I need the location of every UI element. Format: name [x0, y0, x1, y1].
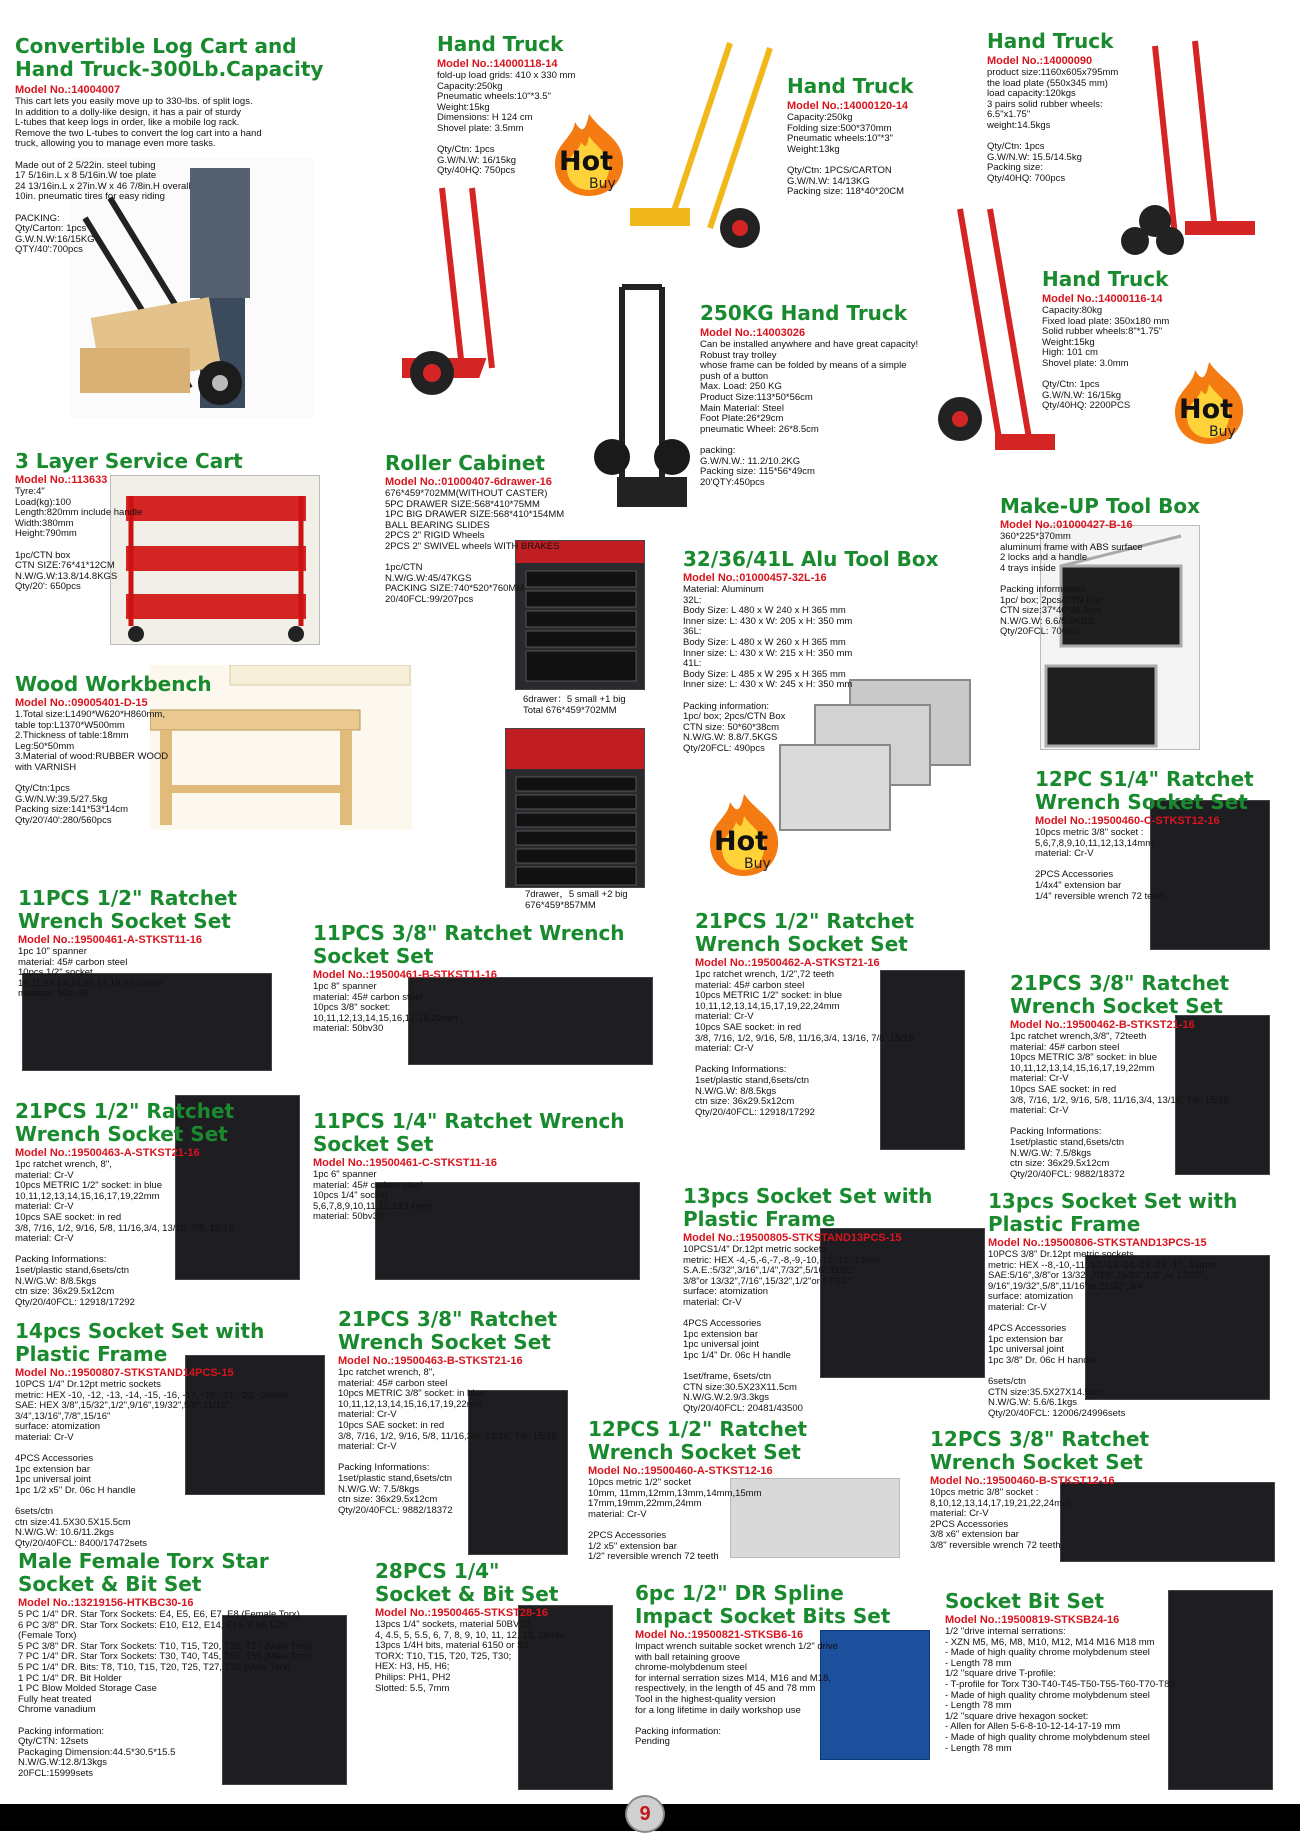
product-specs: 5 PC 1/4" DR. Star Torx Sockets: E4, E5, E6, E7, E8 (Female Torx) 6 PC 3/8" DR. Star Torx Sockets: E10, E12, E14, E16, E18, E20 (Female Torx) 5 PC 3/8" DR. Star Torx Sockets: T10, T15, T20, T25, T27 (Male Torx) 7 PC 1/4" DR. Star Torx Sockets: T30, T40, T45, T50, T55 (Male Torx) 5 PC 1/4" DR. Bits: T8, T10, T15, T20, T25, T27, T30 (Male Torx) 1 PC 1/4" DR. Bit Holder 1 PC Blow Molded Storage Case Fully heat treated Chrome vanadium Packing information: Qty/CTN: 12sets Packaging Dimension:44.5*30.5*15.5 N.W/G.W:12.8/13kgs 20FCL:15999sets: [18, 1609, 312, 1779]
model-number: Model No.:19500805-STKSTAND13PCS-15: [683, 1232, 902, 1244]
product-specs: 1pc 8" spanner material: 45# carbon steel 10pcs 3/8" socket: 10,11,12,13,14,15,16,17,19,22mm material: 50bv30: [313, 981, 458, 1035]
product-title: 12PCS 1/2" Ratchet Wrench Socket Set: [588, 1417, 808, 1464]
model-number: Model No.:19500463-A-STKST21-16: [15, 1147, 200, 1159]
product-socket-bit-set-24: [945, 1590, 1180, 1754]
model-number: Model No.:19500460-B-STKST12-16: [930, 1475, 1115, 1487]
product-title: 3 Layer Service Cart: [15, 449, 243, 473]
product-title: 12PCS 3/8" Ratchet Wrench Socket Set: [930, 1427, 1150, 1474]
product-title: 13pcs Socket Set with Plastic Frame: [988, 1189, 1238, 1236]
product-specs: Capacity:250kg Folding size:500*370mm Pneumatic wheels:10"*3" Weight:13kg Qty/Ctn: 1PCS/CARTON G.W/N.W: 14/13KG Packing size: 118*40*20CM: [787, 112, 905, 198]
model-number: Model No.:19500807-STKSTAND14PCS-15: [15, 1367, 234, 1379]
hand-truck-120-photo: [620, 38, 790, 253]
product-title: 250KG Hand Truck: [700, 301, 908, 325]
model-number: Model No.:19500819-STKSB24-16: [945, 1614, 1120, 1626]
product-title: Hand Truck: [1042, 267, 1169, 291]
product-socket-set-11pcs-3-8: [313, 922, 683, 1035]
product-specs: 10pcs metric 1/2" socket 10mm, 11mm,12mm,13mm,14mm,15mm 17mm,19mm,22mm,24mm material: Cr-V 2PCS Accessories 1/2 x5" extension bar 1/2" reversible wrench 72 teeth: [588, 1477, 762, 1563]
product-specs: fold-up load grids: 410 x 330 mm Capacity:250kg Pneumatic wheels:10"*3.5" Weight:15kg Dimensions: H 124 cm Shovel plate: 3.5mm Qty/Ctn: 1pcs G.W/N.W: 16/15kg Qty/40HQ: 750pcs: [437, 70, 576, 177]
product-specs: 13pcs 1/4" sockets, material 50BV30 4, 4.5, 5, 5.5, 6, 7, 8, 9, 10, 11, 12, 13, 14mm 13pcs 1/4H bits, material 6150 or S2 TORX: T10, T15, T20, T25, T30; HEX: H3, H5, H6; Philips: PH1, PH2 Slotted: 5.5, 7mm: [375, 1619, 565, 1694]
model-number: Model No.:19500461-B-STKST11-16: [313, 969, 498, 981]
product-specs: Capacity:80kg Fixed load plate: 350x180 mm Solid rubber wheels:8"*1.75" Weight:15kg High: 101 cm Shovel plate: 3.0mm Qty/Ctn: 1pcs G.W/N.W: 16/15kg Qty/40HQ: 2200PCS: [1042, 305, 1170, 412]
product-title: 11PCS 3/8" Ratchet Wrench Socket Set: [313, 921, 625, 968]
model-number: Model No.:19500465-STKST28-16: [375, 1607, 549, 1619]
product-title: Convertible Log Cart and Hand Truck-300Lb.Capacity: [15, 34, 324, 81]
product-specs: 1/2 "drive internal serrations: - XZN M5, M6, M8, M10, M12, M14 M16 M18 mm - Made of high quality chrome molybdenum steel - Length 78 mm 1/2 "square drive T-profile: - T-profile for Torx T30-T40-T45-T50-T55-T60-T70-T80 - Made of high quality chrome molybdenum steel - Length 78 mm 1/2 "square drive hexagon socket: - Allen for Allen 5-6-8-10-12-14-17-19 mm - Made of high quality chrome molybdenum steel - Length 78 mm: [945, 1626, 1175, 1754]
product-title: Roller Cabinet: [385, 451, 545, 475]
product-specs: Can be installed anywhere and have great capacity! Robust tray trolley whose frame can be folded by means of a simple push of a button Max. Load: 250 KG Product Size:113*50*56cm Main Material: Steel Foot Plate:26*29cm pneumatic Wheel: 26*8.5cm packing: G.W/N.W.: 11.2/10.2KG Packing size: 115*56*49cm 20'QTY:450pcs: [700, 339, 919, 488]
product-title: 28PCS 1/4" Socket & Bit Set: [375, 1559, 559, 1606]
model-number: Model No.:14000118-14: [437, 58, 558, 70]
model-number: Model No.:14004007: [15, 84, 121, 96]
model-number: Model No.:19500462-A-STKST21-16: [695, 957, 880, 969]
product-specs: 1pc 6" spanner material: 45# carbon steel 10pcs 1/4" socket 5,6,7,8,9,10,11,12,13,14mm material: 50bv30: [313, 1169, 432, 1223]
roller-cabinet-7drawer-photo: [505, 728, 645, 888]
product-hand-truck-116: [1042, 268, 1212, 412]
product-title: 21PCS 3/8" Ratchet Wrench Socket Set: [338, 1307, 558, 1354]
hot-label: Hot: [714, 826, 769, 857]
product-hand-truck-090: [987, 30, 1147, 185]
product-specs: Tyre:4" Load(kg):100 Length:820mm include handle Width:380mm Height:790mm 1pc/CTN box CTN SIZE:76*41*12CM N.W/G.W:13.8/14.8KGS Qty/20': 650pcs: [15, 486, 143, 593]
model-number: Model No.:14000120-14: [787, 100, 909, 112]
product-title: Hand Truck: [987, 29, 1114, 53]
product-title: 21PCS 1/2" Ratchet Wrench Socket Set: [695, 909, 915, 956]
product-title: 11PCS 1/4" Ratchet Wrench Socket Set: [313, 1109, 625, 1156]
hot-label: Hot: [559, 146, 614, 177]
product-roller-cabinet: [385, 452, 625, 606]
caption-7drawer: 7drawer，5 small +2 big 676*459*857MM: [525, 889, 628, 911]
product-socket-set-11pcs-half: [18, 887, 278, 1000]
hot-label: Hot: [1179, 394, 1234, 425]
hand-truck-118-photo: [402, 178, 562, 408]
model-number: Model No.:01000427-B-16: [1000, 519, 1133, 531]
product-title: 6pc 1/2" DR Spline Impact Socket Bits Set: [635, 1581, 891, 1628]
model-number: Model No.:19500461-C-STKST11-16: [313, 1157, 498, 1169]
product-torx-socket-set: [18, 1550, 358, 1780]
product-specs: 360*225*370mm aluminum frame with ABS surface 2 locks and a handle 4 trays inside Packing information: 1pc/ box; 2pcs/CTN Box CTN size:37*40*46.5cm N.W/G.W: 6.6/5.5KGS Qty/20FCL: 700pcs: [1000, 531, 1143, 638]
buy-label: Buy: [589, 176, 616, 192]
product-hand-truck-250kg: [700, 302, 950, 488]
product-title: Wood Workbench: [15, 672, 212, 696]
socket-bit-set-24-photo: [1168, 1590, 1273, 1790]
model-number: Model No.:14000090: [987, 55, 1093, 67]
product-specs: Material: Aluminum 32L: Body Size: L 480 x W 240 x H 365 mm Inner size: L: 430 x W: 205 x H: 350 mm 36L: Body Size: L 480 x W 260 x H 365 mm Inner size: L: 430 x W: 215 x H: 350 mm 41L: Body Size: L 485 x W 295 x H 365 mm Inner size: L: 430 x W: 245 x H: 350 mm Packing information: 1pc/ box; 2pcs/CTN Box CTN size: 50*60*38cm N.W/G.W: 8.8/7.5KGS Qty/20FCL: 490pcs: [683, 584, 853, 754]
product-makeup-tool-box: [1000, 495, 1260, 638]
product-title: 21PCS 1/2" Ratchet Wrench Socket Set: [15, 1099, 235, 1146]
product-title: Hand Truck: [787, 74, 914, 98]
model-number: Model No.:19500460-A-STKST12-16: [588, 1465, 773, 1477]
model-number: Model No.:01000407-6drawer-16: [385, 476, 552, 488]
buy-label: Buy: [744, 856, 771, 872]
product-title: Make-UP Tool Box: [1000, 494, 1201, 518]
product-socket-set-11pcs-quarter: [313, 1110, 683, 1223]
product-socket-set-14pcs-807: [15, 1320, 325, 1550]
model-number: Model No.:14000116-14: [1042, 293, 1163, 305]
product-title: 21PCS 3/8" Ratchet Wrench Socket Set: [1010, 971, 1230, 1018]
product-specs: 10PCS 3/8" Dr.12pt metric sockets metric: HEX --8,-10,-11,-12,-13,-14,-15,-16,-17,-19mm SAE:5/16",3/8"or 13/32",7/16",15/32",1/2",or 17/32", 9/16",19/32",5/8",11/16"or 21/32",3/4" surface: atomization material: Cr-V 4PCS Accessories 1pc extension bar 1pc universal joint 1pc 3/8" Dr. 06c H handle 6sets/ctn CTN size:35.5X27X14.5cm N.W/G.W: 5.6/6.1kgs Qty/20/40FCL: 12006/24996sets: [988, 1249, 1216, 1419]
product-title: 11PCS 1/2" Ratchet Wrench Socket Set: [18, 886, 238, 933]
product-socket-set-12pcs-half: [588, 1418, 848, 1563]
product-wood-workbench: [15, 673, 215, 827]
product-title: Hand Truck: [437, 32, 564, 56]
product-title: 13pcs Socket Set with Plastic Frame: [683, 1184, 933, 1231]
product-specs: 10pcs metric 3/8" socket : 5,6,7,8,9,10,11,12,13,14mm material: Cr-V 2PCS Accessories 1/4x4" extension bar 1/4" reversible wrench 72 teeth: [1035, 827, 1166, 902]
product-specs: 10PCS 1/4" Dr.12pt metric sockets metric: HEX -10, -12, -13, -14, -15, -16, -17, -19, -21, -22, -24mm SAE: HEX 3/8",15/32",1/2",9/16",19/32",5/8",11/16", 3/4",13/16",7/8",15/16" surface: atomization material: Cr-V 4PCS Accessories 1pc extension bar 1pc universal joint 1pc 1/2 x5" Dr. 06c H handle 6sets/ctn ctn size:41.5X30.5X15.5cm N.W/G.W: 10.6/11.2kgs Qty/20/40FCL: 8400/17472sets: [15, 1379, 288, 1549]
product-socket-bit-set-28pcs: [375, 1560, 615, 1694]
product-specs: 10pcs metric 3/8" socket : 8,10,12,13,14,17,19,21,22,24mm material: Cr-V 2PCS Accessories 3/8 x6" extension bar 3/8" reversible wrench 72 teeth: [930, 1487, 1070, 1551]
hot-buy-badge-3: [700, 790, 788, 878]
product-socket-set-12pcs-3-8: [930, 1428, 1190, 1552]
model-number: Model No.:113633: [15, 474, 108, 486]
product-specs: 1pc 10" spanner material: 45# carbon steel 10pcs 1/2" socket 10,11,12,13,14,15,17,19,22,24mm material: 50bv30: [18, 946, 163, 1000]
product-socket-set-12pc-quarter: [1035, 768, 1300, 902]
product-title: Male Female Torx Star Socket & Bit Set: [18, 1549, 269, 1596]
model-number: Model No.:01000457-32L-16: [683, 572, 827, 584]
product-socket-set-21pcs-half-462: [695, 910, 955, 1118]
product-spline-impact-set: [635, 1582, 925, 1748]
product-specs: 1pc ratchet wrench,3/8", 72teeth material: 45# carbon steel 10pcs METRIC 3/8" socket: in blue 10,11,12,13,14,15,16,17,19,22mm material: Cr-V 10pcs SAE socket: in red 3/8, 7/16, 1/2, 9/16, 5/8, 11/16,3/4, 13/16, 7/8, 15/16 material: Cr-V Packing Informations: 1set/plastic stand,6sets/ctn N.W/G.W: 7.5/8kgs ctn size: 36x29.5x12cm Qty/20/40FCL: 9882/18372: [1010, 1031, 1229, 1180]
product-specs: This cart lets you easily move up to 330-lbs. of split logs. In addition to a dolly-like design, it has a pair of sturdy L-tubes that keep logs in order, like a mobile log rack. Remove the two L-tubes to convert the log cart into a hand truck, allowing you to manage even more tasks. Made out of 2 5/22in. steel tubing 17 5/16in.L x 8 5/16in.W toe plate 24 13/16in.L x 27in.W x 46 7/8in.H overall 10in. pneumatic tires for easy riding PACKING: Qty/Carton: 1pcs G.W.N.W:16/15KG QTY/40':700pcs: [15, 96, 262, 256]
product-title: 32/36/41L Alu Tool Box: [683, 547, 939, 571]
buy-label: Buy: [1209, 424, 1236, 440]
product-specs: 1pc ratchet wrench, 1/2",72 teeth material: 45# carbon steel 10pcs METRIC 1/2" socket: in blue 10,11,12,13,14,15,17,19,22,24mm material: Cr-V 10pcs SAE socket: in red 3/8, 7/16, 1/2, 9/16, 5/8, 11/16,3/4, 13/16, 7/8, 15/16 material: Cr-V Packing Informations: 1set/plastic stand,6sets/ctn N.W/G.W: 8/8.5kgs ctn size: 36x29.5x12cm Qty/20/40FCL: 12918/17292: [695, 969, 914, 1118]
model-number: Model No.:14003026: [700, 327, 806, 339]
model-number: Model No.:19500462-B-STKST21-16: [1010, 1019, 1195, 1031]
model-number: Model No.:19500461-A-STKST11-16: [18, 934, 203, 946]
model-number: Model No.:19500806-STKSTAND13PCS-15: [988, 1237, 1207, 1249]
product-title: Socket Bit Set: [945, 1589, 1105, 1613]
caption-6drawer: 6drawer：5 small +1 big Total 676*459*702MM: [523, 694, 626, 716]
product-specs: 1pc ratchet wrench, 8", material: Cr-V 10pcs METRIC 1/2" socket: in blue 10,11,12,13,14,15,16,17,19,22mm material: Cr-V 10pcs SAE socket: in red 3/8, 7/16, 1/2, 9/16, 5/8, 11/16,3/4, 13/16, 7/8, 15/16 material: Cr-V Packing Informations: 1set/plastic stand,6sets/ctn N.W/G.W: 8/8.5kgs ctn size: 36x29.5x12cm Qty/20/40FCL: 12918/17292: [15, 1159, 234, 1308]
product-hand-truck-120: [787, 75, 937, 198]
product-socket-set-13pcs-805: [683, 1185, 973, 1415]
model-number: Model No.:19500821-STKSB6-16: [635, 1629, 804, 1641]
product-socket-set-21pcs-half-463: [15, 1100, 280, 1308]
product-title: 12PC S1/4" Ratchet Wrench Socket Set: [1035, 767, 1254, 814]
product-specs: product size:1160x605x795mm the load plate (550x345 mm) load capacity:120kgs 3 pairs solid rubber wheels: 6.5"x1.75" weight:14.5kgs Qty/Ctn: 1pcs G.W/N.W: 15.5/14.5kg Packing size: Qty/40HQ: 700pcs: [987, 67, 1119, 184]
model-number: Model No.:19500463-B-STKST21-16: [338, 1355, 523, 1367]
product-specs: 1pc ratchet wrench, 8", material: 45# carbon steel 10pcs METRIC 3/8" socket: in blue 10,11,12,13,14,15,16,17,19,22mm material: Cr-V 10pcs SAE socket: in red 3/8, 7/16, 1/2, 9/16, 5/8, 11/16,3/4, 13/16, 7/8, 15/16 material: Cr-V Packing Informations: 1set/plastic stand,6sets/ctn N.W/G.W: 7.5/8kgs ctn size: 36x29.5x12cm Qty/20/40FCL: 9882/18372: [338, 1367, 557, 1516]
product-specs: 10PCS1/4" Dr.12pt metric sockets metric: HEX -4,-5,-6,-7,-8,-9,-10,-11,-12,-13mm S.A.E.:5/32",3/16",1/4",7/32",5/16",11/32", 3/8"or 13/32",7/16",15/32",1/2"or 17/32" surface: atomization material: Cr-V 4PCS Accessories 1pc extension bar 1pc universal joint 1pc 1/4" Dr. 06c H handle 1set/frame, 6sets/ctn CTN size:30.5X23X11.5cm N.W/G.W.2.9/3.3kgs Qty/20/40FCL: 20481/43500: [683, 1244, 881, 1414]
product-hand-truck-118: [437, 33, 597, 177]
product-specs: Impact wrench suitable socket wrench 1/2" drive with ball retaining groove chrome-molybdenum steel for internal serration sizes M14, M16 and M18, respectively, in the length of 45 and 78 mm Tool in the highest-quality version for a long lifetime in daily workshop use Packing information: Pending: [635, 1641, 838, 1748]
product-alu-tool-box: [683, 548, 973, 755]
product-socket-set-21pcs-3-8-462: [1010, 972, 1280, 1180]
model-number: Model No.:13219156-HTKBC30-16: [18, 1597, 194, 1609]
product-service-cart: [15, 450, 275, 593]
product-log-cart: [15, 35, 375, 256]
product-specs: 676*459*702MM(WITHOUT CASTER) 5PC DRAWER SIZE:568*410*75MM 1PC BIG DRAWER SIZE:568*410*154MM BALL BEARING SLIDES 2PCS 2" RIGID Wheels 2PCS 2" SWIVEL wheels WITH BRAKES 1pc/CTN N.W/G.W:45/47KGS PACKING SIZE:740*520*760MM 20/40FCL:99/207pcs: [385, 488, 565, 605]
product-specs: 1.Total size:L1490*W620*H860mm, table top:L1370*W500mm 2.Thickness of table:18mm Leg:50*50mm 3.Material of wood:RUBBER WOOD with VARNISH Qty/Ctn:1pcs G.W/N.W:39.5/27.5kg Packing size:141*53*14cm Qty/20'/40':280/560pcs: [15, 709, 169, 826]
page-number: 9: [625, 1795, 665, 1833]
product-title: 14pcs Socket Set with Plastic Frame: [15, 1319, 265, 1366]
model-number: Model No.:09005401-D-15: [15, 697, 148, 709]
model-number: Model No.:19500460-C-STKST12-16: [1035, 815, 1220, 827]
product-socket-set-13pcs-806: [988, 1190, 1288, 1420]
product-socket-set-21pcs-3-8-463: [338, 1308, 598, 1516]
